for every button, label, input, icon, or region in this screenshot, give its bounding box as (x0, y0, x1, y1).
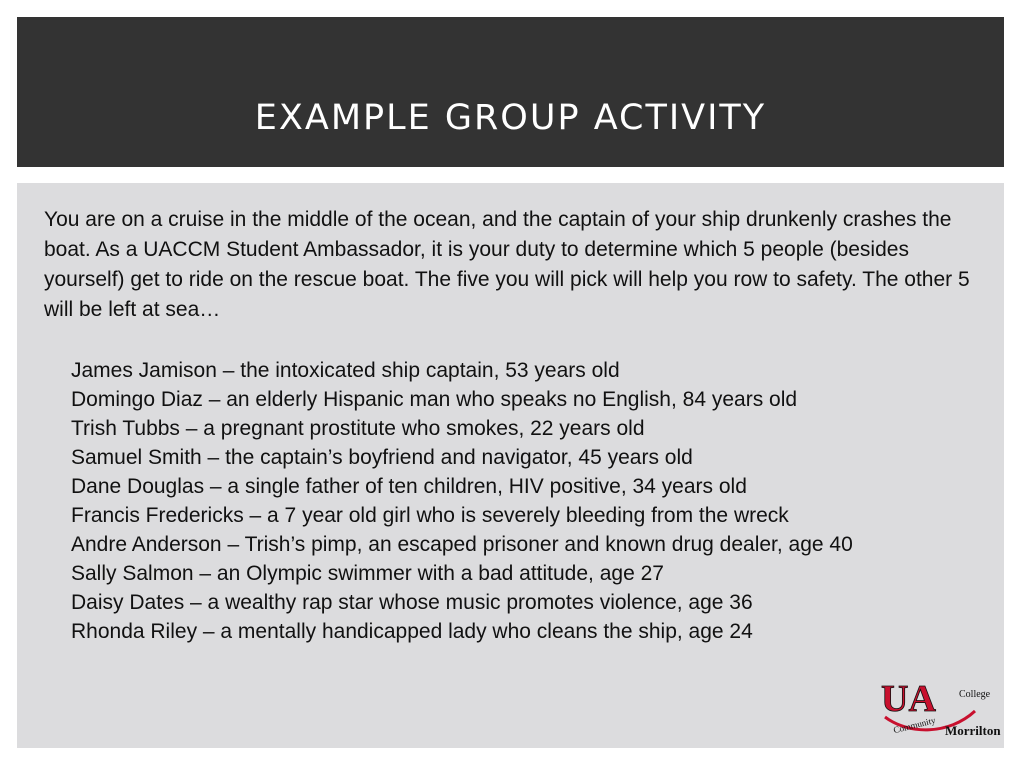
logo-letters: UA (881, 678, 936, 720)
slide-title: EXAMPLE GROUP ACTIVITY (254, 98, 767, 138)
list-item: Andre Anderson – Trish’s pimp, an escaped prisoner and known drug dealer, age 40 (71, 533, 853, 556)
logo-morrilton: Morrilton (945, 723, 1001, 738)
list-item: Sally Salmon – an Olympic swimmer with a bad attitude, age 27 (71, 562, 664, 585)
list-item: Trish Tubbs – a pregnant prostitute who smokes, 22 years old (71, 417, 645, 440)
intro-paragraph: You are on a cruise in the middle of the ocean, and the captain of your ship drunkenly crashes the boat. As a UACCM Student Ambassador, it is your duty to determine which 5 people (besides yourself) get to ride on the rescue boat. The five you will pick will help you row to safety. The other 5 will be left at sea… (44, 208, 970, 321)
list-item: Rhonda Riley – a mentally handicapped lady who cleans the ship, age 24 (71, 620, 753, 643)
content-box (17, 183, 1004, 748)
list-item: James Jamison – the intoxicated ship captain, 53 years old (71, 359, 620, 382)
title-bar (17, 17, 1004, 167)
list-item: Domingo Diaz – an elderly Hispanic man who speaks no English, 84 years old (71, 388, 798, 411)
list-item: Francis Fredericks – a 7 year old girl who is severely bleeding from the wreck (71, 504, 789, 527)
uaccm-logo (879, 677, 1007, 741)
people-list (71, 356, 996, 646)
logo-college: College (959, 689, 991, 700)
list-item: Dane Douglas – a single father of ten children, HIV positive, 34 years old (71, 475, 747, 498)
logo-community: Community (892, 715, 937, 736)
list-item: Daisy Dates – a wealthy rap star whose music promotes violence, age 36 (71, 591, 753, 614)
list-item: Samuel Smith – the captain’s boyfriend and navigator, 45 years old (71, 446, 693, 469)
